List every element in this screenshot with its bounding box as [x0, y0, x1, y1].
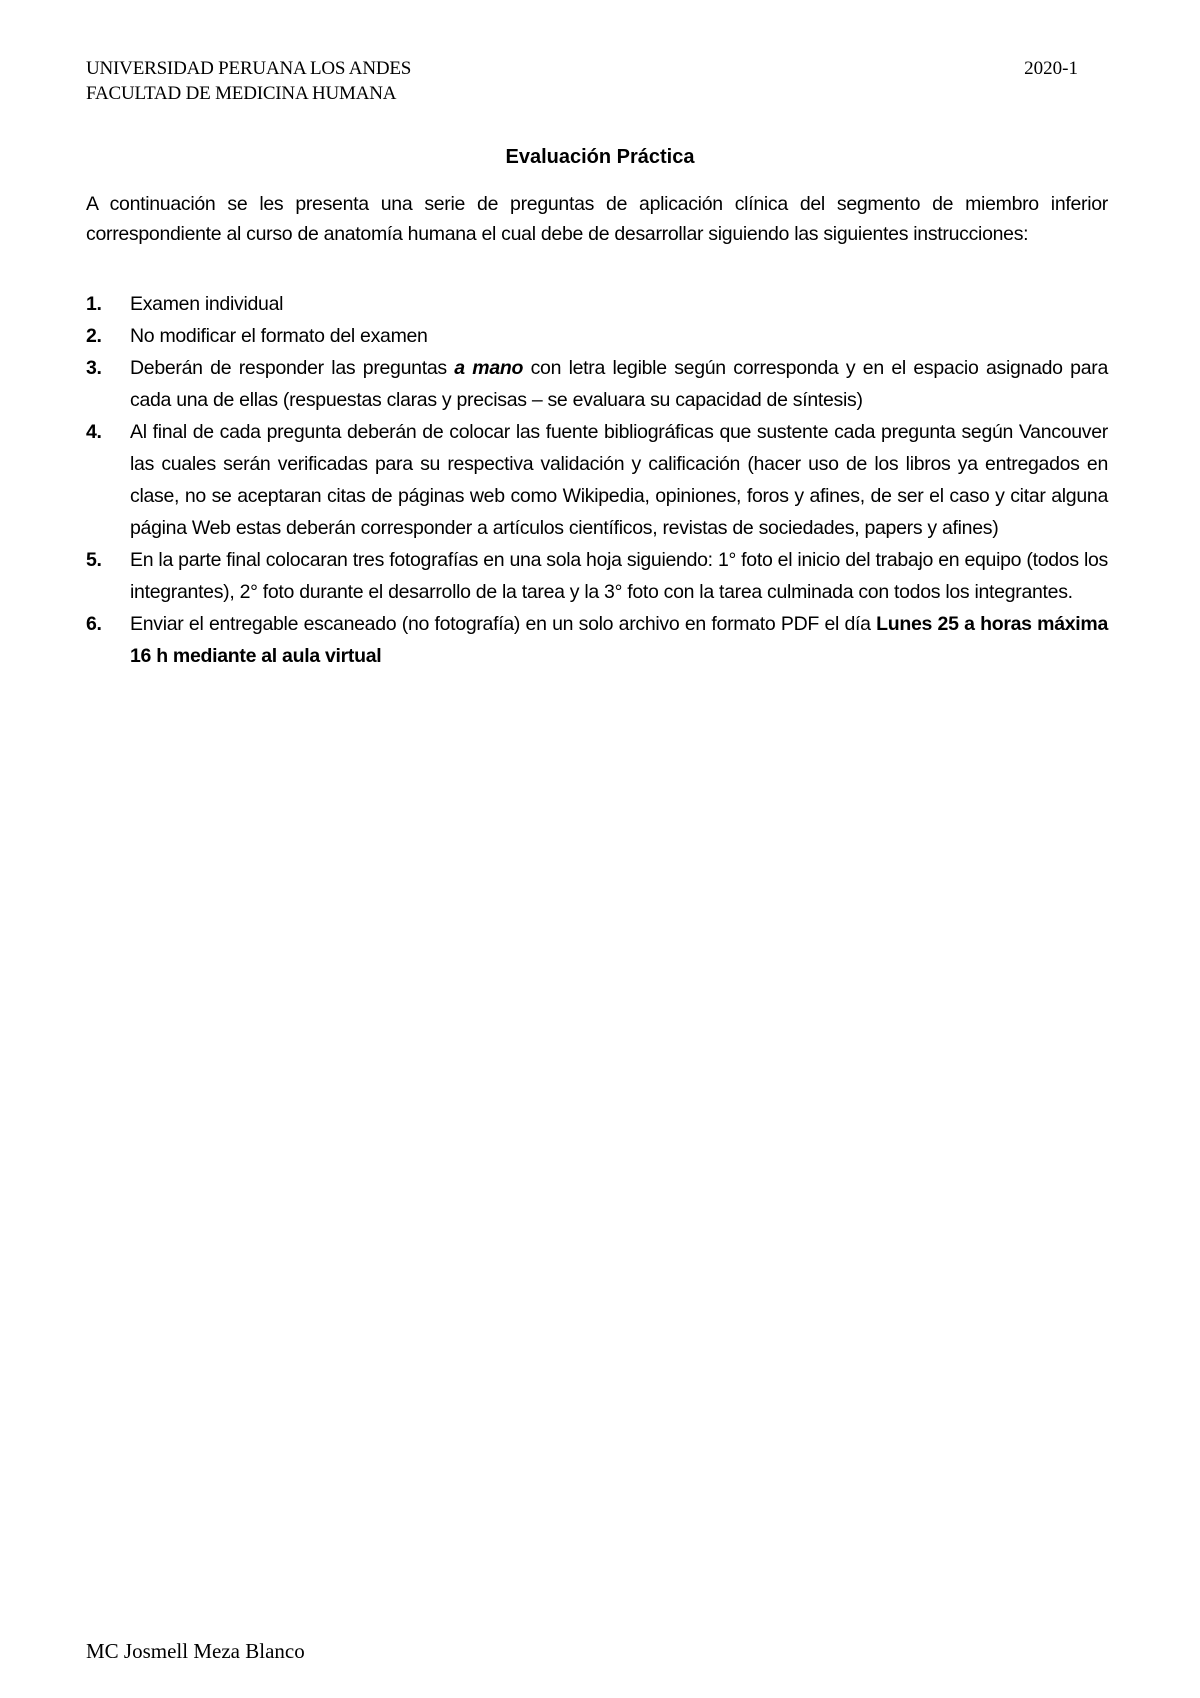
document-header — [86, 56, 411, 106]
instruction-item — [86, 288, 1108, 320]
instruction-text: No modificar el formato del examen — [130, 325, 428, 347]
instruction-number: 2. — [86, 325, 102, 347]
instruction-item — [86, 416, 1108, 544]
instruction-text-before: Deberán de responder las preguntas — [130, 357, 455, 379]
instruction-item — [86, 544, 1108, 608]
instruction-text-before: Enviar el entregable escaneado (no fotografía) en un solo archivo en formato PDF el día — [130, 613, 877, 635]
intro-paragraph: A continuación se les presenta una serie de preguntas de aplicación clínica del segmento de miembro inferior correspondiente al curso de anatomía humana el cual debe de desarrollar siguiendo las siguientes instrucciones: — [86, 193, 1108, 245]
instruction-text-after: con letra legible según corresponda y en el espacio asignado para cada una de ellas (respuestas claras y precisas – se evaluara su capacidad de síntesis) — [130, 357, 1108, 411]
academic-period: 2020-1 — [1024, 58, 1078, 79]
instruction-item — [86, 320, 1108, 352]
instruction-number: 1. — [86, 293, 102, 315]
instruction-number: 3. — [86, 357, 102, 379]
instruction-number: 4. — [86, 421, 102, 443]
instruction-text: Examen individual — [130, 293, 284, 315]
faculty-name: FACULTAD DE MEDICINA HUMANA — [86, 83, 397, 104]
instruction-deadline: Lunes 25 a horas máxima 16 h mediante al aula virtual — [130, 613, 1108, 667]
instruction-number: 5. — [86, 549, 102, 571]
instruction-item — [86, 608, 1108, 672]
instruction-text: Al final de cada pregunta deberán de colocar las fuente bibliográficas que sustente cada pregunta según Vancouver las cuales serán verificadas para su respectiva validación y calificación (hacer uso de los libros ya entregados en clase, no se aceptaran citas de páginas web como Wikipedia, opiniones, foros y afines, de ser el caso y citar alguna página Web estas deberán corresponder a artículos científicos, revistas de sociedades, papers y afines) — [130, 421, 1108, 539]
instruction-emphasis: a mano — [454, 357, 524, 379]
instruction-text: En la parte final colocaran tres fotografías en una sola hoja siguiendo: 1° foto el inicio del trabajo en equipo (todos los integrantes), 2° foto durante el desarrollo de la tarea y la 3° foto con la tarea culminada con todos los integrantes. — [130, 549, 1108, 603]
document-footer-author: MC Josmell Meza Blanco — [86, 1639, 305, 1663]
university-name: UNIVERSIDAD PERUANA LOS ANDES — [86, 58, 412, 79]
document-title: Evaluación Práctica — [505, 146, 695, 168]
instruction-number: 6. — [86, 613, 102, 635]
instruction-item — [86, 352, 1108, 416]
instructions-list — [86, 288, 1108, 672]
